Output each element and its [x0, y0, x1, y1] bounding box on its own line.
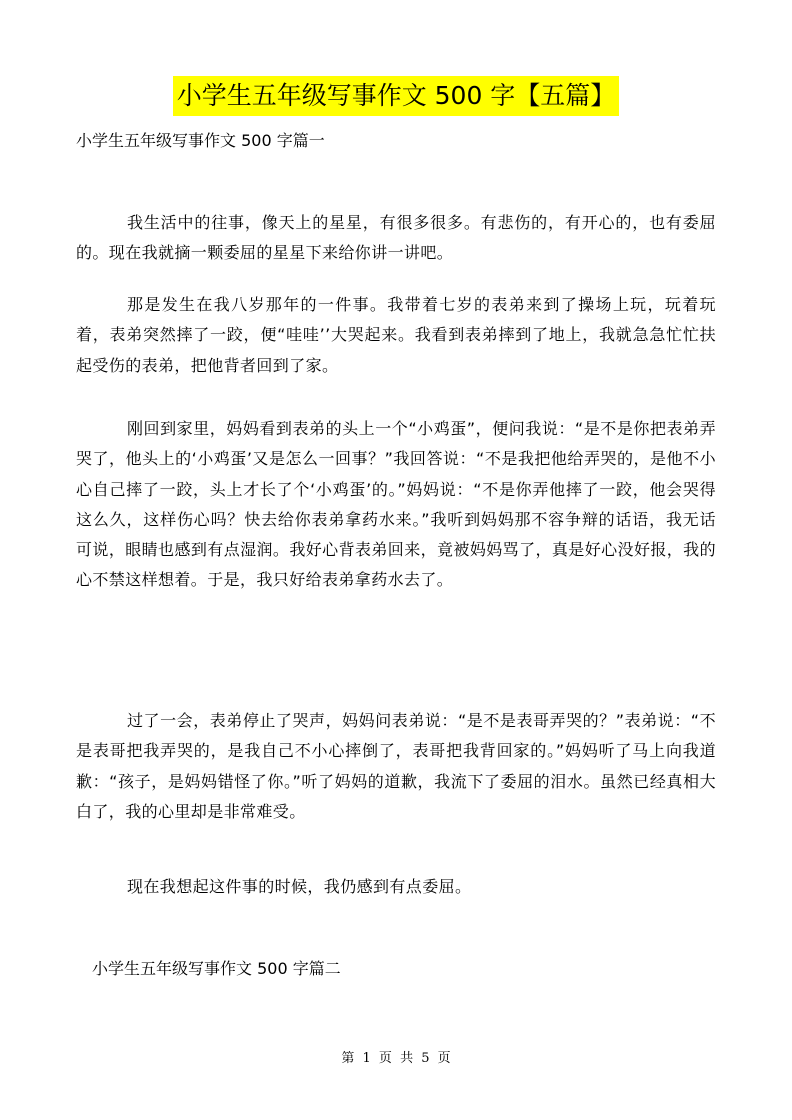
paragraph-3: 刚回到家里，妈妈看到表弟的头上一个“小鸡蛋”，便问我说：“是不是你把表弟弄哭了，他头上的‘小鸡蛋’又是怎么一回事？”我回答说：“不是我把他给弄哭的，是他不小心自己摔了一跤，头上才长了个‘小鸡蛋’的。”妈妈说：“不是你弄他摔了一跤，他会哭得这么久，这样伤心吗？快去给你表弟拿药水来。”我听到妈妈那不容争辩的话语，我无话可说，眼睛也感到有点湿润。我好心背表弟回来，竟被妈妈骂了，真是好心没好报，我的心不禁这样想着。于是，我只好给表弟拿药水去了。	[76, 419, 716, 590]
footer-prefix: 第	[341, 1051, 355, 1066]
section-two-heading: 小学生五年级写事作文 500 字篇二	[92, 959, 341, 978]
page-footer	[0, 1049, 792, 1069]
paragraph-5: 现在我想起这件事的时候，我仍感到有点委屈。	[127, 877, 472, 896]
footer-total-word: 共	[400, 1051, 414, 1066]
title-container	[0, 76, 792, 116]
paragraph-1: 我生活中的往事，像天上的星星，有很多很多。有悲伤的，有开心的，也有委屈的。现在我就摘一颗委屈的星星下来给你讲一讲吧。	[76, 213, 716, 263]
section-one-heading: 小学生五年级写事作文 500 字篇一	[76, 131, 325, 150]
footer-current-page: 1	[362, 1051, 371, 1066]
paragraph-4: 过了一会，表弟停止了哭声，妈妈问表弟说：“是不是表哥弄哭的？”表弟说：“不是表哥把我弄哭的，是我自己不小心摔倒了，表哥把我背回家的。”妈妈听了马上向我道歉：“孩子，是妈妈错怪了你。”听了妈妈的道歉，我流下了委屈的泪水。虽然已经真相大白了，我的心里却是非常难受。	[76, 711, 716, 821]
document-title: 小学生五年级写事作文 500 字【五篇】	[173, 76, 620, 116]
footer-total-pages: 5	[421, 1051, 430, 1066]
paragraph-2: 那是发生在我八岁那年的一件事。我带着七岁的表弟来到了操场上玩，玩着玩着，表弟突然摔了一跤，便“哇哇’’大哭起来。我看到表弟摔到了地上，我就急急忙忙扶起受伤的表弟，把他背者回到了家。	[76, 295, 716, 375]
footer-suffix: 页	[437, 1051, 451, 1066]
footer-page-word: 页	[378, 1051, 392, 1066]
